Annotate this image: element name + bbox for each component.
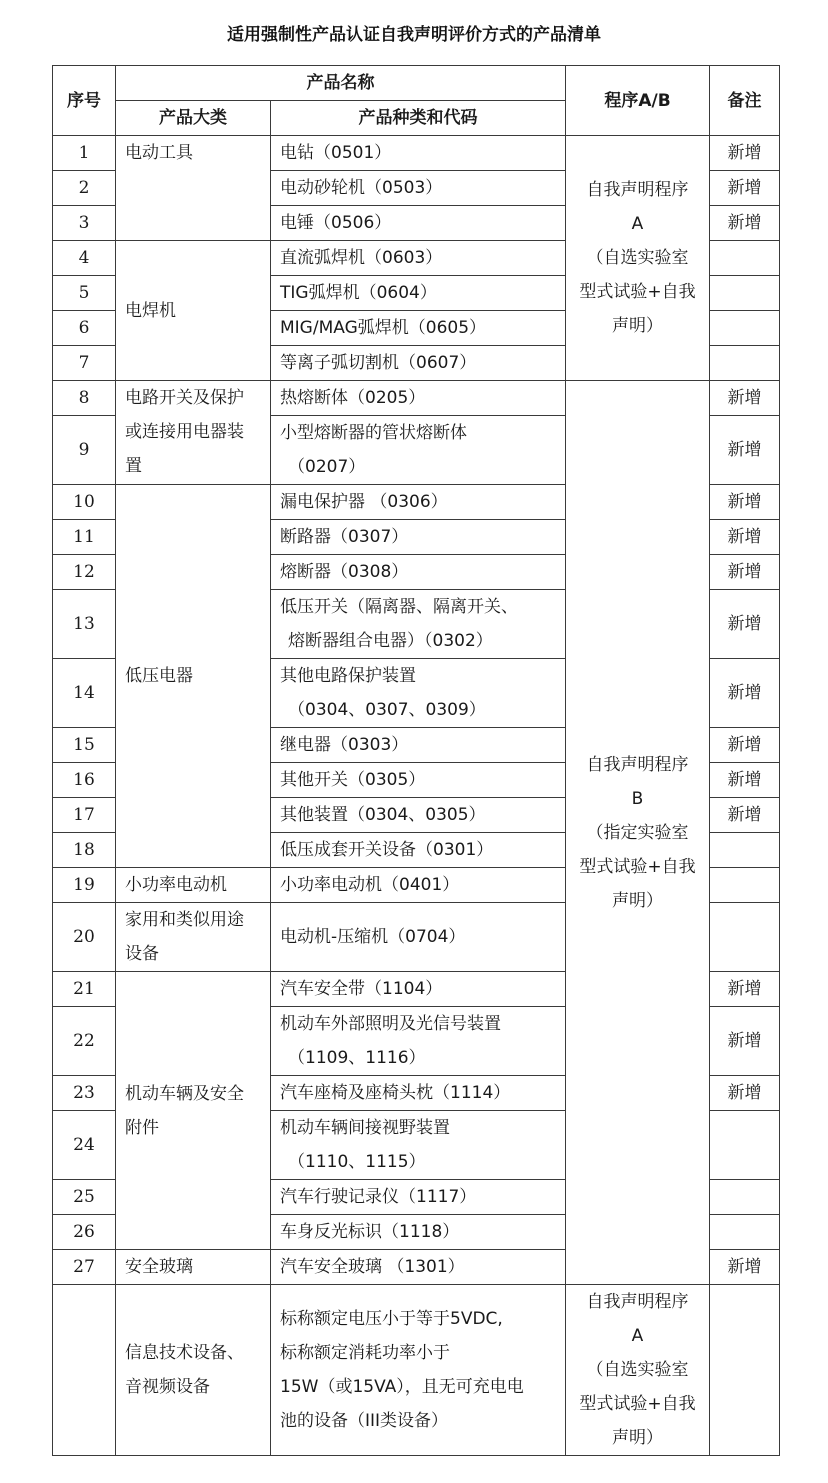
product-line: 小型熔断器的管状熔断体: [280, 423, 467, 443]
product-line: （1110、1115）: [288, 1152, 426, 1172]
row-number: 22: [53, 1007, 116, 1076]
category-cell: [116, 485, 271, 868]
product-line: 机动车外部照明及光信号装置: [280, 1014, 501, 1034]
product-cell: [271, 1076, 566, 1111]
product-line: 小功率电动机（0401）: [280, 875, 460, 895]
procedure-line: 自我声明程序: [586, 1292, 689, 1312]
row-number: 10: [53, 485, 116, 520]
product-line: 低压开关（隔离器、隔离开关、: [280, 597, 518, 617]
row-number: 24: [53, 1111, 116, 1180]
remark-cell: [710, 868, 780, 903]
row-number: 14: [53, 659, 116, 728]
category-line: 电路开关及保护: [125, 388, 244, 408]
header-category: 产品大类: [116, 101, 271, 136]
product-cell: [271, 311, 566, 346]
product-cell: [271, 903, 566, 972]
row-number: 21: [53, 972, 116, 1007]
row-number: 13: [53, 590, 116, 659]
product-cell: [271, 416, 566, 485]
remark-cell: 新增: [710, 798, 780, 833]
product-cell: [271, 206, 566, 241]
product-line: 其他开关（0305）: [280, 770, 426, 790]
remark-cell: [710, 241, 780, 276]
product-line: 汽车安全带（1104）: [280, 979, 443, 999]
product-line: 断路器（0307）: [280, 527, 409, 547]
product-line: 标称额定消耗功率小于: [280, 1343, 450, 1363]
row-number: 25: [53, 1180, 116, 1215]
procedure-line: （自选实验室: [586, 1360, 689, 1380]
product-cell: [271, 868, 566, 903]
row-number: 11: [53, 520, 116, 555]
procedure-line: （指定实验室: [586, 822, 689, 843]
category-cell: [116, 868, 271, 903]
procedure-line: 自我声明程序: [586, 754, 689, 775]
product-line: 电钻（0501）: [280, 143, 392, 163]
product-line: 低压成套开关设备（0301）: [280, 840, 494, 860]
product-cell: [271, 972, 566, 1007]
product-line: 池的设备（III类设备）: [280, 1411, 449, 1431]
product-cell: [271, 1111, 566, 1180]
product-cell: [271, 659, 566, 728]
header-product-type: 产品种类和代码: [271, 101, 566, 136]
product-line: 其他电路保护装置: [280, 666, 416, 686]
row-number: 20: [53, 903, 116, 972]
remark-cell: 新增: [710, 555, 780, 590]
product-line: 等离子弧切割机（0607）: [280, 353, 477, 373]
category-cell: [116, 1285, 271, 1456]
category-line: 附件: [125, 1117, 159, 1138]
header-procedure: 程序A/B: [566, 66, 710, 136]
row-number: 2: [53, 171, 116, 206]
remark-cell: [710, 833, 780, 868]
category-line: 信息技术设备、: [125, 1343, 244, 1363]
product-cell: [271, 346, 566, 381]
product-cell: [271, 520, 566, 555]
product-line: MIG/MAG弧焊机（0605）: [280, 318, 487, 338]
row-number: 17: [53, 798, 116, 833]
row-number: 7: [53, 346, 116, 381]
remark-cell: [710, 311, 780, 346]
remark-cell: 新增: [710, 763, 780, 798]
product-line: 继电器（0303）: [280, 735, 409, 755]
remark-cell: 新增: [710, 1250, 780, 1285]
procedure-line: 声明）: [612, 316, 663, 336]
row-number: 23: [53, 1076, 116, 1111]
product-line: 15W（或15VA），且无可充电电: [280, 1377, 524, 1397]
product-line: TIG弧焊机（0604）: [280, 283, 437, 303]
category-line: 家用和类似用途: [125, 910, 244, 930]
product-list-table: [52, 65, 780, 1456]
product-line: 汽车安全玻璃 （1301）: [280, 1257, 465, 1277]
table-row: [53, 1285, 780, 1456]
remark-cell: 新增: [710, 1076, 780, 1111]
product-line: 电锤（0506）: [280, 213, 392, 233]
product-cell: [271, 1250, 566, 1285]
category-cell: [116, 903, 271, 972]
product-cell: [271, 833, 566, 868]
remark-cell: 新增: [710, 972, 780, 1007]
remark-cell: 新增: [710, 136, 780, 171]
product-line: 直流弧焊机（0603）: [280, 248, 443, 268]
product-cell: [271, 276, 566, 311]
product-cell: [271, 555, 566, 590]
category-line: 低压电器: [125, 666, 193, 686]
product-line: 熔断器（0308）: [280, 562, 409, 582]
product-cell: [271, 763, 566, 798]
category-cell: [116, 136, 271, 241]
procedure-line: 型式试验+自我: [579, 282, 696, 302]
category-line: 电动工具: [125, 143, 193, 163]
product-cell: [271, 485, 566, 520]
row-number: 19: [53, 868, 116, 903]
product-line: 熔断器组合电器）（0302）: [288, 631, 493, 651]
procedure-cell: [566, 381, 710, 1285]
product-line: 机动车辆间接视野装置: [280, 1118, 450, 1138]
product-line: 车身反光标识（1118）: [280, 1222, 460, 1242]
row-number: 15: [53, 728, 116, 763]
product-line: 标称额定电压小于等于5VDC,: [280, 1309, 503, 1329]
remark-cell: 新增: [710, 416, 780, 485]
product-line: （1109、1116）: [288, 1048, 426, 1068]
remark-cell: 新增: [710, 728, 780, 763]
category-line: 电焊机: [125, 300, 176, 321]
product-cell: [271, 1180, 566, 1215]
row-number: 4: [53, 241, 116, 276]
category-line: 机动车辆及安全: [125, 1083, 244, 1104]
product-line: （0207）: [288, 457, 366, 477]
product-line: （0304、0307、0309）: [288, 700, 486, 720]
row-number: 12: [53, 555, 116, 590]
remark-cell: [710, 903, 780, 972]
category-cell: [116, 381, 271, 485]
procedure-line: A: [631, 1326, 644, 1346]
remark-cell: 新增: [710, 659, 780, 728]
product-cell: [271, 1215, 566, 1250]
remark-cell: 新增: [710, 485, 780, 520]
remark-cell: [710, 346, 780, 381]
category-line: 设备: [125, 944, 159, 964]
procedure-line: 型式试验+自我: [579, 1394, 696, 1414]
remark-cell: 新增: [710, 381, 780, 416]
procedure-line: 型式试验+自我: [579, 856, 696, 877]
product-cell: [271, 171, 566, 206]
product-line: 其他装置（0304、0305）: [280, 805, 486, 825]
product-line: 电动砂轮机（0503）: [280, 178, 443, 198]
product-line: 汽车座椅及座椅头枕（1114）: [280, 1083, 511, 1103]
table-row: [53, 136, 780, 171]
product-cell: [271, 728, 566, 763]
row-number: 5: [53, 276, 116, 311]
row-number: 27: [53, 1250, 116, 1285]
table-row: [53, 381, 780, 416]
row-number: 6: [53, 311, 116, 346]
remark-cell: [710, 1111, 780, 1180]
procedure-line: B: [631, 788, 644, 809]
header-no: 序号: [53, 66, 116, 136]
document-title: 适用强制性产品认证自我声明评价方式的产品清单: [227, 25, 601, 45]
row-number: 26: [53, 1215, 116, 1250]
procedure-line: A: [631, 214, 644, 234]
row-number: [53, 1285, 116, 1456]
remark-cell: 新增: [710, 206, 780, 241]
product-cell: [271, 1007, 566, 1076]
remark-cell: 新增: [710, 1007, 780, 1076]
row-number: 9: [53, 416, 116, 485]
category-cell: [116, 241, 271, 381]
product-cell: [271, 1285, 566, 1456]
row-number: 3: [53, 206, 116, 241]
category-line: 或连接用电器装: [125, 422, 244, 442]
product-cell: [271, 590, 566, 659]
procedure-line: 声明）: [612, 890, 663, 911]
remark-cell: [710, 1215, 780, 1250]
remark-cell: [710, 1180, 780, 1215]
product-cell: [271, 381, 566, 416]
product-cell: [271, 241, 566, 276]
procedure-cell: [566, 1285, 710, 1456]
row-number: 1: [53, 136, 116, 171]
header-product-name: 产品名称: [116, 66, 566, 101]
procedure-line: （自选实验室: [586, 248, 689, 268]
category-line: 安全玻璃: [125, 1257, 193, 1277]
procedure-line: 声明）: [612, 1428, 663, 1448]
row-number: 18: [53, 833, 116, 868]
header-remark: 备注: [710, 66, 780, 136]
category-cell: [116, 972, 271, 1250]
remark-cell: [710, 276, 780, 311]
product-line: 漏电保护器 （0306）: [280, 492, 448, 512]
category-cell: [116, 1250, 271, 1285]
product-cell: [271, 798, 566, 833]
procedure-cell: [566, 136, 710, 381]
category-line: 小功率电动机: [125, 875, 227, 895]
category-line: 音视频设备: [125, 1377, 210, 1397]
row-number: 8: [53, 381, 116, 416]
remark-cell: [710, 1285, 780, 1456]
product-cell: [271, 136, 566, 171]
remark-cell: 新增: [710, 520, 780, 555]
product-line: 电动机-压缩机（0704）: [280, 927, 466, 947]
row-number: 16: [53, 763, 116, 798]
product-line: 汽车行驶记录仪（1117）: [280, 1187, 477, 1207]
procedure-line: 自我声明程序: [586, 180, 689, 200]
remark-cell: 新增: [710, 171, 780, 206]
remark-cell: 新增: [710, 590, 780, 659]
category-line: 置: [125, 456, 142, 476]
product-line: 热熔断体（0205）: [280, 388, 426, 408]
